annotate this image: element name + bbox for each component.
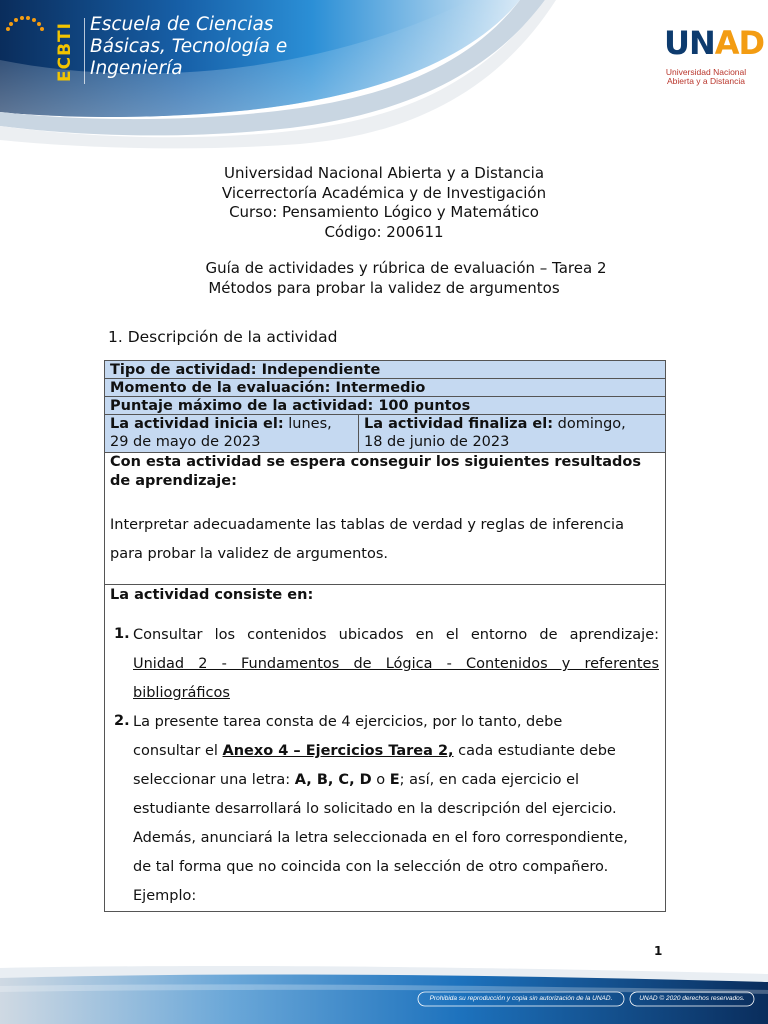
annex-link[interactable]: Anexo 4 – Ejercicios Tarea 2, <box>222 743 454 759</box>
header-banner <box>0 0 768 150</box>
item2-line6: de tal forma que no coincida con la selección de otro compañero. <box>133 859 609 875</box>
course-content-link-text: Unidad 2 - Fundamentos de Lógica - Contenidos y referentes <box>133 656 659 672</box>
course-code: Código: 200611 <box>324 222 444 241</box>
unad-logo-n: N <box>688 24 715 62</box>
dates-row <box>105 415 665 453</box>
start-date-weekday: lunes, <box>283 416 332 432</box>
guide-title-line2: Métodos para probar la validez de argumentos <box>208 278 560 297</box>
activity-description-table <box>104 360 666 912</box>
school-name-line3: Ingeniería <box>90 58 183 79</box>
max-score-row: Puntaje máximo de la actividad: 100 puntos <box>105 397 665 415</box>
ecbti-text: ECBTI <box>55 22 75 82</box>
unad-subtitle-line2: Abierta y a Distancia <box>667 76 745 86</box>
school-name-line2: Básicas, Tecnología e <box>90 36 288 57</box>
course-name: Curso: Pensamiento Lógico y Matemático <box>229 203 539 221</box>
school-name-line1: Escuela de Ciencias <box>90 14 274 35</box>
item2-line3-or: o <box>371 772 390 788</box>
learning-outcomes-text <box>110 511 660 569</box>
item2-line5: Además, anunciará la letra seleccionada en el foro correspondiente, <box>133 830 628 846</box>
learning-outcomes-heading-line2: de aprendizaje: <box>110 473 237 489</box>
item2-line2-end: cada estudiante debe <box>453 743 616 759</box>
unad-logo-ad: AD <box>714 24 765 62</box>
learning-outcomes-line2: para probar la validez de argumentos. <box>110 546 388 562</box>
learning-outcomes-line1: Interpretar adecuadamente las tablas de verdad y reglas de inferencia <box>110 517 624 533</box>
letter-option-e: E <box>389 772 400 788</box>
end-date-value: 18 de junio de 2023 <box>364 434 510 450</box>
learning-outcomes-heading <box>110 453 660 491</box>
item2-line7: Ejemplo: <box>133 888 197 904</box>
unad-logo <box>664 26 764 60</box>
item2-line1: La presente tarea consta de 4 ejercicios, por lo tanto, debe <box>133 714 563 730</box>
evaluation-moment-row: Momento de la evaluación: Intermedio <box>105 379 665 397</box>
unad-dots-icon <box>0 0 90 70</box>
footer-banner <box>0 960 768 1024</box>
document-title <box>0 164 768 242</box>
activity-consists-row <box>105 585 665 911</box>
unad-logo-u: U <box>664 24 689 62</box>
guide-title-line1: Guía de actividades y rúbrica de evaluación – Tarea 2 <box>205 259 607 277</box>
item2-line3 <box>133 766 659 795</box>
item1-line1: Consultar los contenidos ubicados en el entorno de aprendizaje: <box>133 627 659 643</box>
unad-subtitle-line1: Universidad Nacional <box>665 67 747 77</box>
list-item-number: 2. <box>114 713 130 729</box>
vice-rectorate: Vicerrectoría Académica y de Investigación <box>221 183 547 202</box>
item2-line3-start: seleccionar una letra: <box>133 772 295 788</box>
item2-line2 <box>133 737 659 766</box>
item2-line4: estudiante desarrollará lo solicitado en la descripción del ejercicio. <box>133 801 617 817</box>
copyright-notice: UNAD © 2020 derechos reservados. <box>639 995 745 1002</box>
list-item <box>110 621 659 711</box>
end-date-label: La actividad finaliza el: <box>364 416 554 432</box>
list-item <box>110 708 659 908</box>
start-date-cell <box>105 415 359 452</box>
bibliography-link[interactable]: bibliográficos <box>133 685 230 701</box>
end-date-weekday: domingo, <box>553 416 626 432</box>
start-date-value: 29 de mayo de 2023 <box>110 434 261 450</box>
learning-outcomes-heading-line1: Con esta actividad se espera conseguir los siguientes resultados <box>110 454 641 470</box>
activity-type-row: Tipo de actividad: Independiente <box>105 361 665 379</box>
list-item-number: 1. <box>114 626 130 642</box>
end-date-cell <box>359 415 665 452</box>
item2-line2-start: consultar el <box>133 743 223 759</box>
learning-outcomes-row <box>105 453 665 585</box>
guide-title <box>0 259 768 298</box>
reproduction-notice: Prohibida su reproducción y copia sin autorización de la UNAD. <box>429 995 613 1002</box>
unad-logo-subtitle <box>658 68 754 86</box>
section-heading: 1. Descripción de la actividad <box>108 328 338 346</box>
item2-line3-end: ; así, en cada ejercicio el <box>399 772 580 788</box>
letter-options: A, B, C, D <box>294 772 372 788</box>
course-content-link[interactable] <box>133 650 659 679</box>
university-name: Universidad Nacional Abierta y a Distancia <box>223 164 545 182</box>
page-number: 1 <box>654 944 663 958</box>
activity-consists-heading: La actividad consiste en: <box>110 587 314 603</box>
start-date-label: La actividad inicia el: <box>110 416 284 432</box>
school-name <box>90 14 287 80</box>
